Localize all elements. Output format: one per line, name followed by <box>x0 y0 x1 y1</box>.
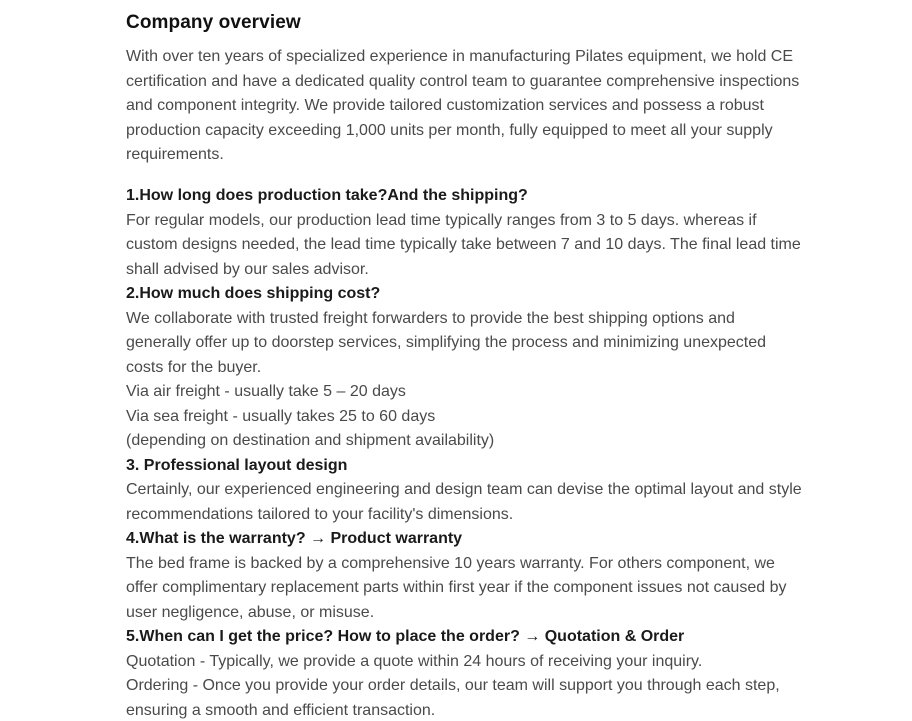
faq-answer-line: Ordering - Once you provide your order details, our team will support you through each step, ensuring a smooth and efficient transaction. <box>126 677 780 719</box>
faq-question: 5.When can I get the price? How to place the order? → Quotation & Order <box>126 628 685 645</box>
faq-item <box>126 527 802 625</box>
faq-answer-line: For regular models, our production lead time typically ranges from 3 to 5 days. whereas if custom designs needed, the lead time typically take between 7 and 10 days. The final lead time shall advised by our sales advisor. <box>126 211 801 278</box>
faq-question: 2.How much does shipping cost? <box>126 285 381 302</box>
company-overview-section <box>126 10 802 721</box>
faq-item <box>126 454 802 528</box>
faq-item <box>126 625 802 721</box>
faq-answer-line: The bed frame is backed by a comprehensive 10 years warranty. For others component, we offer complimentary replacement parts within first year if the component issues not caused by user negligence, abuse, or misuse. <box>126 554 787 621</box>
faq-question: 4.What is the warranty? → Product warranty <box>126 530 463 547</box>
faq-answer-line: (depending on destination and shipment availability) <box>126 432 495 449</box>
faq-item <box>126 184 802 282</box>
faq-answer-line: Via sea freight - usually takes 25 to 60 days <box>126 407 436 425</box>
section-title: Company overview <box>126 12 301 33</box>
faq-item <box>126 282 802 454</box>
faq-answer-line: Certainly, our experienced engineering and design team can devise the optimal layout and style recommendations tailored to your facility's dimensions. <box>126 481 802 523</box>
faq-answer-line: Via air freight - usually take 5 – 20 days <box>126 383 406 400</box>
intro-paragraph: With over ten years of specialized experience in manufacturing Pilates equipment, we hold CE certification and have a dedicated quality control team to guarantee comprehensive inspections and component integrity. We provide tailored customization services and possess a robust production capacity exceeding 1,000 units per month, fully equipped to meet all your supply requirements. <box>126 48 800 163</box>
faq-answer-line: We collaborate with trusted freight forwarders to provide the best shipping options and generally offer up to doorstep services, simplifying the process and minimizing unexpected costs for the buyer. <box>126 309 767 376</box>
faq-question: 1.How long does production take?And the shipping? <box>126 187 528 204</box>
faq-question: 3. Professional layout design <box>126 456 348 474</box>
faq-answer-line: Quotation - Typically, we provide a quote within 24 hours of receiving your inquiry. <box>126 652 703 670</box>
